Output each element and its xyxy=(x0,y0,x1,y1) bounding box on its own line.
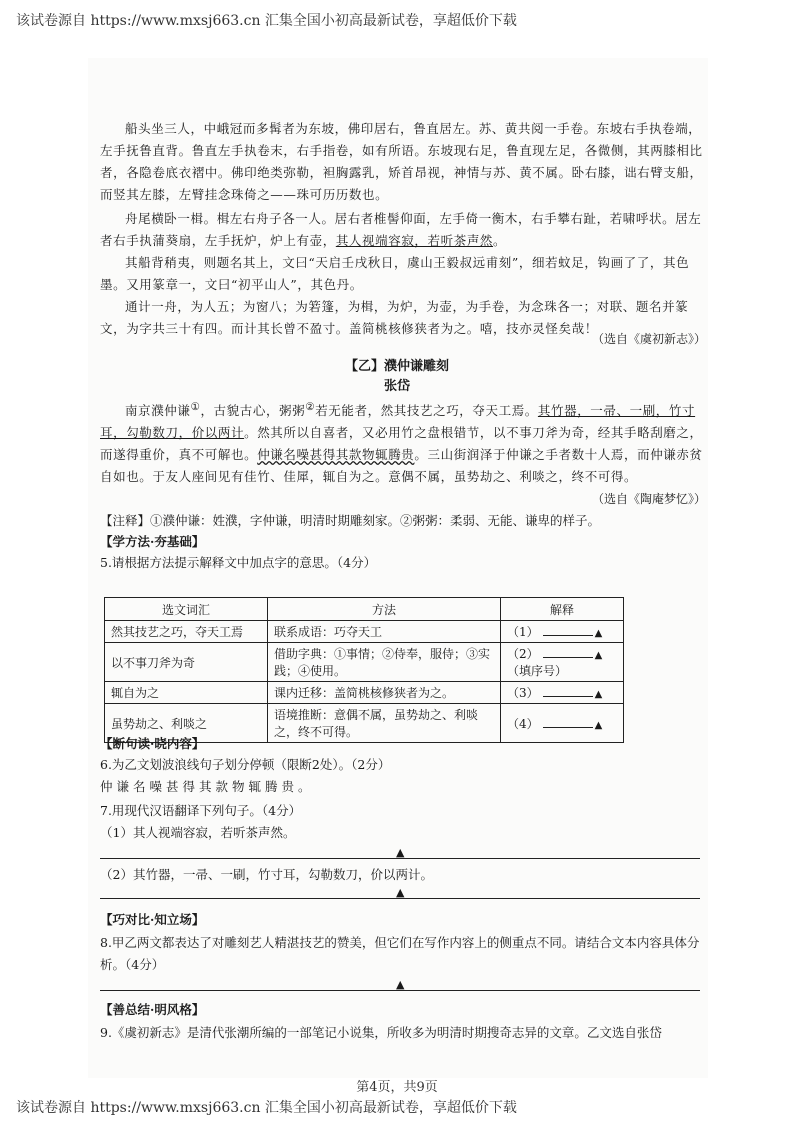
triangle-icon: ▲ xyxy=(594,628,603,639)
explanation-table xyxy=(104,597,624,743)
question-7-1: （1）其人视端容寂，若听茶声然。 xyxy=(100,825,296,840)
notes: 【注释】①濮仲谦：姓濮，字仲谦，明清时期雕刻家。②粥粥：柔弱、无能、谦卑的样子。 xyxy=(100,513,601,528)
answer-blank[interactable] xyxy=(543,635,593,636)
triangle-icon: ▲ xyxy=(396,978,405,991)
answer-blank[interactable] xyxy=(543,657,593,658)
answer-label: （1） xyxy=(507,625,539,639)
text-part: 若无能者，然其技艺之巧，夺天工焉。 xyxy=(315,403,538,419)
answer-label: （4） xyxy=(507,716,539,731)
passage-a-para1: 船头坐三人，中峨冠而多髯者为东坡，佛印居右，鲁直居左。苏、黄共阅一手卷。东坡右手执卷端，左手抚鲁直背。鲁直左手执卷末，右手指卷，如有所语。东坡现右足，鲁直现左足，各微侧，其两膝相比者，各隐卷底衣褶中。佛印绝类弥勒，袒胸露乳，矫首昂视，神情与苏、黄不属。卧右膝，诎右臂支船，而竖其左膝，左臂挂念珠倚之——珠可历历数也。 xyxy=(100,121,703,202)
triangle-icon: ▲ xyxy=(396,886,405,899)
passage-b-source: （选自《陶庵梦忆》） xyxy=(591,492,706,506)
text-part: 。三山街润泽于仲谦之手者数十人焉，而仲谦赤贫自如也。于友人座间见有佳竹、佳犀，辄自为之。意偶不属，虽势劫之、利啖之，终不可得。 xyxy=(100,447,703,485)
table-cell-word: 然其技艺之巧，夺天工焉 xyxy=(105,621,268,643)
text-part: 。然其所以自喜者，又必用竹之盘根错节，以不事刀斧为奇，经其手略刮磨之，而遂得重价，真不可解也。 xyxy=(100,425,703,463)
table-header: 选文词汇 xyxy=(105,598,268,621)
para2-text: 舟尾横卧一楫。楫左右舟子各一人。居右者椎髻仰面，左手倚一衡木，右手攀右趾，若啸呼状。居左者右手执蒲葵扇，左手抚炉，炉上有壶， xyxy=(100,211,702,248)
table-cell-method: 语境推断：意偶不属，虽势劫之、利啖之，终不可得。 xyxy=(268,704,501,743)
text-part: 南京濮仲谦 xyxy=(125,403,191,419)
section-heading-3: 【巧对比·知立场】 xyxy=(100,912,205,927)
table-cell-answer[interactable] xyxy=(501,704,624,743)
page-number: 第4页，共9页 xyxy=(356,1080,438,1095)
answer-label: （2） xyxy=(507,647,539,661)
question-6: 6.为乙文划波浪线句子划分停顿（限断2处）。（2分） xyxy=(100,757,391,772)
answer-line-7-2[interactable] xyxy=(100,898,700,899)
passage-b-title: 【乙】濮仲谦雕刻 xyxy=(344,359,449,374)
underlined-sentence: 其竹器，一帚、一刷，竹寸耳，勾勒数刀，价以两计 xyxy=(100,403,696,441)
question-9: 9.《虞初新志》是清代张潮所编的一部笔记小说集，所收多为明清时期搜奇志异的文章。乙文选自张岱 xyxy=(100,1025,662,1040)
question-7: 7.用现代汉语翻译下列句子。（4分） xyxy=(100,803,302,818)
section-heading-2: 【断句读·晓内容】 xyxy=(100,736,205,751)
answer-blank[interactable] xyxy=(543,696,593,697)
table-cell-word: 以不事刀斧为奇 xyxy=(105,643,268,682)
triangle-icon: ▲ xyxy=(594,650,603,661)
page-footer: 该试卷源自 https://www.mxsj663.cn 汇集全国小初高最新试卷，享超低价下载 xyxy=(16,1100,517,1116)
passage-a-source: （选自《虞初新志》） xyxy=(591,332,706,346)
wavy-sentence: 仲谦名噪甚得其款物辄腾贵 xyxy=(257,447,415,463)
page-header: 该试卷源自 https://www.mxsj663.cn 汇集全国小初高最新试卷，享超低价下载 xyxy=(16,13,517,29)
table-cell-word: 辄自为之 xyxy=(105,682,268,704)
table-header: 解释 xyxy=(501,598,624,621)
table-cell-method: 联系成语：巧夺天工 xyxy=(268,621,501,643)
passage-a-para3: 其船背稍夷，则题名其上，文曰“天启壬戌秋日，虞山王毅叔远甫刻”，细若蚊足，钩画了了，其色墨。又用篆章一，文曰“初平山人”，其色丹。 xyxy=(100,255,690,292)
answer-line-7-1[interactable] xyxy=(100,858,700,859)
triangle-icon: ▲ xyxy=(396,846,405,859)
question-8: 8.甲乙两文都表达了对雕刻艺人精湛技艺的赞美，但它们在写作内容上的侧重点不同。请结合文本内容具体分析。（4分） xyxy=(100,935,700,972)
table-cell-answer[interactable] xyxy=(501,643,624,682)
para2-underlined: 其人视端容寂，若听茶声然 xyxy=(335,233,494,248)
section-heading-4: 【善总结·明风格】 xyxy=(100,1002,205,1017)
text-part: ，古貌古心，粥粥 xyxy=(200,403,306,419)
table-cell-answer[interactable] xyxy=(501,682,624,704)
table-header: 方法 xyxy=(268,598,501,621)
question-6-sentence: 仲谦名噪甚得其款物辄腾贵。 xyxy=(100,779,315,794)
question-7-2: （2）其竹器，一帚、一刷，竹寸耳，勾勒数刀，价以两计。 xyxy=(100,867,433,882)
table-cell-method: 课内迁移：盖简桃核修狭者为之。 xyxy=(268,682,501,704)
answer-line-8[interactable] xyxy=(100,990,700,991)
table-header-row xyxy=(105,598,624,621)
triangle-icon: ▲ xyxy=(594,719,603,731)
passage-a-para2 xyxy=(100,208,708,252)
triangle-icon: ▲ xyxy=(594,689,603,700)
question-5: 5.请根据方法提示解释文中加点字的意思。（4分） xyxy=(100,555,377,570)
answer-blank[interactable] xyxy=(543,727,593,728)
answer-label: （3） xyxy=(507,686,539,700)
passage-a-para4: 通计一舟，为人五；为窗八；为箬篷，为楫，为炉，为壶，为手卷，为念珠各一；对联、题名并篆文，为字共三十有四。而计其长曾不盈寸。盖简桃核修狭者为之。嘻，技亦灵怪矣哉！ xyxy=(100,299,689,336)
table-cell-method: 借助字典：①事情；②侍奉，服侍；③实践；④使用。 xyxy=(268,643,501,682)
table-row xyxy=(105,682,624,704)
table-cell-answer[interactable] xyxy=(501,621,624,643)
passage-b-text xyxy=(100,396,708,488)
table-row xyxy=(105,643,624,682)
footnote-ref-2: ② xyxy=(305,401,316,413)
table-row xyxy=(105,621,624,643)
table-cell-word: 虽势劫之、利啖之 xyxy=(105,704,268,743)
para2-end: 。 xyxy=(493,233,507,248)
answer-hint: （填序号） xyxy=(507,664,568,678)
footnote-ref-1: ① xyxy=(190,401,201,413)
passage-b-author: 张岱 xyxy=(383,379,410,394)
section-heading-1: 【学方法·夯基础】 xyxy=(100,534,205,549)
